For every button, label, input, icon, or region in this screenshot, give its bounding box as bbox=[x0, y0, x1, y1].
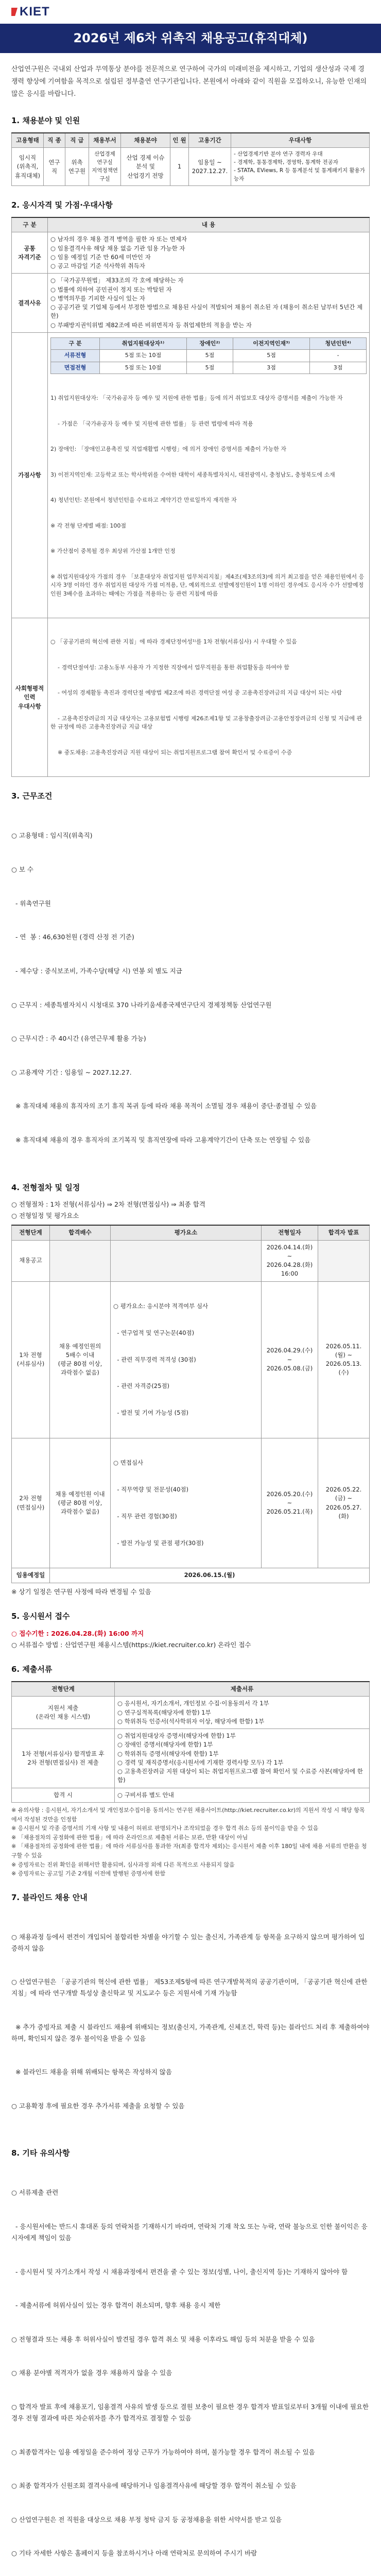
list-item: ※ 중도채용: 고용촉진장려금 지원 대상이 되는 취업지원프로그램 참여 확인서 및 수료증이 수증 bbox=[50, 749, 292, 756]
bonus-col-veterans: 취업지원대상자¹⁾ bbox=[100, 337, 187, 350]
section-5-heading: 5. 응시원서 접수 bbox=[11, 1612, 70, 1621]
doc-item: ○ 응시원서, 자기소개서, 개인정보 수집·이용동의서 각 1부 bbox=[117, 1700, 269, 1707]
condition-line: ○ 보 수 bbox=[11, 866, 34, 874]
doc-item: ○ 학위취득 증명서(해당자에 한함) 1부 bbox=[117, 1750, 219, 1757]
col-field: 채용분야 bbox=[121, 133, 170, 148]
doc-item: ○ 경력 및 재직증명서(응시원서에 기재한 경력사항 모두) 각 1부 bbox=[117, 1758, 284, 1766]
table-row bbox=[51, 350, 367, 362]
list-item: - 경력단절여성: 고용노동부 사용자 가 지정한 직장에서 업무직원을 통한 취업활동을 하여야 함 bbox=[50, 664, 289, 671]
blind-line: ※ 추가 증빙자료 제출 시 블라인드 채용에 위배되는 정보(출신지, 가족관계, 신체조건, 학력 등)는 블라인드 처리 후 제출하여야 하며, 확인되지 않은 경우 불이익을 받을 수 있음 bbox=[11, 2023, 372, 2042]
list-item: ○ 「국가공무원법」 제33조의 각 호에 해당하는 자 bbox=[50, 277, 184, 284]
multiple-cell: 채용 예정인원 이내 (평균 80점 이상, 과락점수 없음) bbox=[50, 1438, 111, 1568]
doc-note: ※ 「채용절차의 공정화에 관한 법률」에 따라 온라인으로 제출된 서류는 보관, 반환 대상이 아님 bbox=[11, 1834, 248, 1841]
table-row bbox=[12, 1697, 370, 1729]
process-line: ○ 전형일정 및 평가요소 bbox=[11, 1211, 79, 1219]
eval-cell bbox=[111, 1240, 262, 1281]
notice-line: ○ 최종합격자는 임용 예정일을 준수하여 정상 근무가 가능하여야 하며, 불가능할 경우 합격이 취소될 수 있음 bbox=[11, 2448, 315, 2456]
col-date: 전형일자 bbox=[262, 1225, 318, 1240]
field-cell: 산업 경제 이슈 분석 및 산업경기 전망 bbox=[121, 148, 170, 186]
bonus-col-local-talent: 이전지역인재³⁾ bbox=[233, 337, 310, 350]
date-cell: 2026.05.20.(수) ~ 2026.05.21.(목) bbox=[262, 1438, 318, 1568]
bonus-note: - 가점은 「국가유공자 등 예우 및 지원에 관한 법률」 등 관련 법령에 따라 적용 bbox=[50, 420, 253, 427]
social-equity-row bbox=[12, 618, 370, 777]
announce-cell bbox=[318, 1240, 370, 1281]
bonus-note: ※ 취업지원대상자 가점의 경우 「보훈대상자 취업지원 업무처리지침」제4조(제3조의3)에 의거 최고점을 얻은 채용인원에서 응시자 3명 이하인 경우 취업지원 대상자 가점 미적용, 단, 예외적으로 선발예정인원이 1명 이하인 경우에도 응시자 수가 선발예정인원 3배수를 초과하는 때에는 가점을 적용하는 등 관련 지침에 따름 bbox=[50, 573, 365, 597]
bonus-note: ※ 각 전형 단계별 배점: 100점 bbox=[50, 522, 127, 529]
eval-item: - 직무역량 및 전문성(40점) bbox=[113, 1486, 189, 1494]
recruitment-field-table bbox=[11, 132, 370, 187]
section-2-heading: 2. 응시자격 및 가점·우대사항 bbox=[11, 200, 113, 210]
bonus-label: 가점사항 bbox=[12, 332, 48, 618]
condition-line: - 제수당 : 중식보조비, 가족수당(해당 시) 연봉 외 별도 지급 bbox=[11, 967, 182, 975]
announce-cell: 2026.05.11.(월) ~ 2026.05.13.(수) bbox=[318, 1281, 370, 1438]
list-item: ○ 병역의무를 기피한 사실이 있는 자 bbox=[50, 294, 145, 302]
condition-line: ○ 근무시간 : 주 40시간 (유연근무제 활용 가능) bbox=[11, 1035, 146, 1043]
header-bar bbox=[11, 0, 370, 24]
doc-list-cell bbox=[115, 1788, 370, 1802]
doc-note: ※ 유의사항 : 응시원서, 자기소개서 및 개인정보수집이용 동의서는 연구원 채용사이트(http://kiet.recruiter.co.kr)의 지원서 작성 시 해당 항목에서 작성된 것만을 인정함 bbox=[11, 1806, 365, 1823]
doc-note: ※ 증빙자료는 공고일 기준 2개월 이전에 발행된 증명서에 한함 bbox=[11, 1870, 166, 1877]
notice-line: ○ 최종 합격자가 신원조회 결격사유에 해당하거나 임용결격사유에 해당할 경우 합격이 취소될 수 있음 bbox=[11, 2482, 297, 2490]
schedule-note: ※ 상기 일정은 연구원 사정에 따라 변경될 수 있음 bbox=[11, 1587, 151, 1596]
department-cell: 산업경제 연구실 지역정책연구실 bbox=[89, 148, 121, 186]
section-7-heading: 7. 블라인드 채용 안내 bbox=[11, 1892, 88, 1902]
date-cell: 2026.04.14.(화) ~ 2026.04.28.(화) 16:00 bbox=[262, 1240, 318, 1281]
common-qualification-label: 공통 자격기준 bbox=[12, 232, 48, 274]
table-row bbox=[12, 1568, 370, 1583]
blind-line: ○ 채용과정 등에서 편견이 개입되어 불합리한 차별을 야기할 수 있는 출신지, 가족관계 등 항목을 요구하지 않으며 평가하여 입증하지 않음 bbox=[11, 1933, 365, 1952]
bonus-col-disabled: 장애인²⁾ bbox=[186, 337, 233, 350]
table-row bbox=[12, 1788, 370, 1802]
condition-line: ○ 근무지 : 세종특별자치시 시청대로 370 나라키움세종국제연구단지 경제정책동 산업연구원 bbox=[11, 1001, 272, 1009]
employment-type-cell: 임시직 (위촉직, 휴직대체) bbox=[12, 148, 44, 186]
eval-item: - 발전 및 기여 가능성 (5점) bbox=[113, 1409, 189, 1417]
stage-cell: 1차 전형 (서류심사) bbox=[12, 1281, 50, 1438]
bonus-cell: 5점 bbox=[186, 362, 233, 374]
list-item: ○ 임용결격사유 해당 채용 없음 기관 임용 가능한 자 bbox=[50, 244, 185, 252]
section-8-heading: 8. 기타 유의사항 bbox=[11, 2148, 70, 2158]
notice-line: - 응시원서에는 반드시 휴대폰 등의 연락처를 기재하시기 바라며, 연락처 기재 착오 또는 누락, 연락 불능으로 인한 불이익은 응시자에게 책임이 있음 bbox=[11, 2223, 368, 2242]
col-eval: 평가요소 bbox=[111, 1225, 262, 1240]
condition-line: ※ 휴직대체 채용의 휴직자의 조기 휴직 복귀 등에 따라 채용 목적이 소멸될 경우 채용이 중단·종결될 수 있음 bbox=[11, 1102, 317, 1110]
doc-note: ※ 응시원서 및 각종 증명서의 기재 사항 및 내용이 허위로 판명되거나 조작되었을 경우 합격 취소 등의 불이익을 받을 수 있음 bbox=[11, 1825, 319, 1832]
doc-list-cell bbox=[115, 1729, 370, 1788]
stage-cell: 임용예정일 bbox=[12, 1568, 50, 1583]
bonus-cell: - bbox=[310, 350, 367, 362]
notice-line: ○ 합격자 발표 후에 채용포기, 임용결격 사유의 발생 등으로 결원 보충이 필요한 경우 합격자 발표일로부터 3개월 이내에 필요한 경우 전형 결과에 따른 차순위자를 추가 합격자로 결정할 수 있음 bbox=[11, 2403, 371, 2422]
deadline-label: ○ 접수기한 : bbox=[11, 1629, 51, 1637]
bonus-cell: 5점 또는 10점 bbox=[100, 350, 187, 362]
eval-cell bbox=[111, 1281, 262, 1438]
bonus-cell: 5점 bbox=[186, 350, 233, 362]
notice-line: ○ 채용 분야별 적격자가 없을 경우 채용하지 않을 수 있음 bbox=[11, 2369, 172, 2377]
bonus-col-youth-intern: 청년인턴⁴⁾ bbox=[310, 337, 367, 350]
col-stage: 전형단계 bbox=[12, 1225, 50, 1240]
process-line: ○ 전형절차 : 1차 전형(서류심사) ⇒ 2차 전형(면접심사) ⇒ 최종 합격 bbox=[11, 1200, 205, 1208]
bonus-row bbox=[12, 332, 370, 618]
eval-item: - 발전 가능성 및 관점 평가(30점) bbox=[113, 1539, 204, 1547]
stage-cell: 채용공고 bbox=[12, 1240, 50, 1281]
multiple-cell: 채용 예정인원의 5배수 이내 (평균 80점 이상, 과락점수 없음) bbox=[50, 1281, 111, 1438]
notice-line: ○ 기타 자세한 사항은 홈페이지 등을 참조하시거나 아래 연락처로 문의하여 주시기 바람 bbox=[11, 2549, 257, 2557]
col-category: 구 분 bbox=[12, 217, 48, 232]
section-3-heading: 3. 근무조건 bbox=[11, 791, 53, 801]
doc-item: ○ 학위취득 인증서(석사학위자 이상, 해당자에 한함) 1부 bbox=[117, 1717, 265, 1725]
list-item: ○ 「공공기관의 혁신에 관한 지침」에 따라 경제단정여성¹⁾를 1차 전형(서류심사) 시 우대할 수 있음 bbox=[50, 638, 297, 646]
blind-line: ○ 고용확정 후에 필요한 경우 추가서류 제출을 요청할 수 있음 bbox=[11, 2102, 185, 2110]
submission-method: ○ 서류접수 방법 : 산업연구원 채용시스템(https://kiet.recruiter.co.kr) 온라인 접수 bbox=[11, 1640, 251, 1649]
blind-line: ※ 블라인드 채용을 위해 위배되는 항목은 작성하지 않음 bbox=[11, 2068, 172, 2076]
bonus-cell: 5점 bbox=[233, 350, 310, 362]
bonus-col-category: 구 분 bbox=[51, 337, 100, 350]
condition-line: - 연 봉 : 46,630천원 (경력 산정 전 기준) bbox=[11, 933, 134, 941]
notice-line: ○ 서류제출 관련 bbox=[11, 2189, 59, 2197]
blind-line: ○ 산업연구원은 「공공기관의 혁신에 관한 법률」 제53조제5항에 따른 연구개발목적의 공공기관이며, 「공공기관 혁신에 관한 지침」에 따라 연구개발 특성상 출신학교 및 지도교수 등은 지원서에 기재 가능함 bbox=[11, 1978, 370, 1997]
list-item: - 고용촉진장려금의 지급 대상자는 고용보험법 시행령 제26조제1항 및 고용창출장려금·고용안정장려금의 신청 및 지급에 관한 규정에 따른 고용촉진장려금 지급 대상 bbox=[50, 715, 362, 731]
doc-item: ○ 고용촉진장려금 지원 대상이 되는 취업지원프로그램 참여 확인서 및 수료증 사본(해당자에 한함) bbox=[117, 1768, 363, 1784]
deadline-value: 2026.04.28.(화) 16:00 까지 bbox=[51, 1629, 144, 1637]
condition-line: ○ 고용계약 기간 : 임용일 ~ 2027.12.27. bbox=[11, 1068, 132, 1076]
table-row bbox=[51, 362, 367, 374]
doc-stage-cell: 지원서 제출 (온라인 채용 시스템) bbox=[12, 1697, 115, 1729]
section-1-heading: 1. 채용분야 및 인원 bbox=[11, 116, 80, 126]
condition-line: ○ 고용형태 : 임시직(위촉직) bbox=[11, 832, 93, 840]
social-equity-content bbox=[48, 618, 370, 777]
intro-paragraph: 산업연구원은 국내외 산업과 무역통상 분야를 전문적으로 연구하여 국가의 미래비전을 제시하고, 기업의 생산성과 국제 경쟁력 향상에 기여함을 목적으로 설립된 정부출연 연구기관입니다. 본원에서 아래와 같이 직원을 모집하오니, 유능한 인재의 많은 응시를 바랍니다. bbox=[11, 65, 367, 98]
notice-line: ○ 산업연구원은 전 직원을 대상으로 채용 부정 청탁 금지 등 공정채용을 위한 서약서를 받고 있음 bbox=[11, 2515, 282, 2523]
date-cell: 2026.04.29.(수) ~ 2026.05.08.(금) bbox=[262, 1281, 318, 1438]
disqualification-label: 결격사유 bbox=[12, 274, 48, 333]
table-row bbox=[12, 1729, 370, 1788]
eval-item: ○ 면접심사 bbox=[113, 1459, 144, 1467]
logo-mark-icon bbox=[11, 8, 18, 16]
bonus-note: 2) 장애인: 「장애인고용촉진 및 직업재활법 시행령」에 의거 장애인 증명서를 제출이 가능한 자 bbox=[50, 446, 286, 453]
documents-table bbox=[11, 1681, 370, 1803]
eval-item: - 연구업적 및 연구논문(40점) bbox=[113, 1329, 195, 1336]
col-employment-type: 고용형태 bbox=[12, 133, 44, 148]
preference-item: - 산업경제기반 분야 연구 경력자 우대 bbox=[234, 151, 323, 158]
multiple-cell bbox=[50, 1240, 111, 1281]
table-row bbox=[12, 1281, 370, 1438]
table-row bbox=[12, 1240, 370, 1281]
logo-text: KIET bbox=[20, 5, 50, 19]
page-title: 2026년 제6차 위촉직 채용공고(휴직대체) bbox=[0, 24, 381, 53]
bonus-note: ※ 가산점이 중복될 경우 최상위 가산점 1개만 인정 bbox=[50, 548, 176, 555]
common-qualification-row bbox=[12, 232, 370, 274]
stage-cell: 2차 전형 (면접심사) bbox=[12, 1438, 50, 1568]
disqualification-row bbox=[12, 274, 370, 333]
schedule-table bbox=[11, 1225, 370, 1583]
doc-item: ○ 장애인 증명서(해당자에 한함) 1부 bbox=[117, 1741, 213, 1749]
col-multiple: 합격배수 bbox=[50, 1225, 111, 1240]
col-count: 인 원 bbox=[170, 133, 189, 148]
eval-item: - 관련 자격증(25점) bbox=[113, 1382, 170, 1390]
eval-item: - 직무 관련 경험(30점) bbox=[113, 1512, 177, 1520]
col-department: 채용부서 bbox=[89, 133, 121, 148]
disqualification-content bbox=[48, 274, 370, 333]
bonus-row-label: 면접전형 bbox=[51, 362, 100, 374]
period-cell: 임용일 ~ 2027.12.27. bbox=[189, 148, 231, 186]
doc-note: ※ 증빙자료는 진위 확인을 위해서만 활용되며, 심사과정 외에 다른 목적으로 사용되지 않음 bbox=[11, 1861, 235, 1868]
bonus-note: 4) 청년인턴: 본원에서 청년인턴을 수료하고 계약기간 만료일까지 재직한 자 bbox=[50, 497, 237, 504]
col-job-type: 직 종 bbox=[44, 133, 65, 148]
social-equity-label: 사회형평적 인력 우대사항 bbox=[12, 618, 48, 777]
doc-stage-cell: 합격 시 bbox=[12, 1788, 115, 1802]
announce-cell: 2026.05.22.(금) ~ 2026.05.27.(화) bbox=[318, 1438, 370, 1568]
list-item: - 여성의 경제활동 촉진과 경력단절 예방법 제2조에 따른 경력단절 여성 중 고용촉진장려금의 지급 대상이 되는 사람 bbox=[50, 689, 342, 697]
bonus-content bbox=[48, 332, 370, 618]
doc-stage-cell: 1차 전형(서류심사) 합격발표 후 2차 전형(면접심사) 전 제출 bbox=[12, 1729, 115, 1788]
kiet-logo bbox=[11, 2, 50, 21]
doc-item: ○ 구비서류 별도 안내 bbox=[117, 1791, 174, 1799]
doc-list-cell bbox=[115, 1697, 370, 1729]
eval-item: ○ 평가요소: 응시분야 적격여부 심사 bbox=[113, 1302, 209, 1310]
list-item: ○ 공고 마감일 기준 석사학위 취득자 bbox=[50, 262, 145, 270]
bonus-cell: 5점 또는 10점 bbox=[100, 362, 187, 374]
bonus-cell: 3점 bbox=[233, 362, 310, 374]
col-announce: 합격자 발표 bbox=[318, 1225, 370, 1240]
eval-cell bbox=[111, 1438, 262, 1568]
list-item: ○ 남자의 경우 채용 결격 병역을 필한 자 또는 면제자 bbox=[50, 235, 187, 243]
col-doc-list: 제출서류 bbox=[115, 1682, 370, 1697]
list-item: ○ 법률에 의하여 공민권이 정지 또는 박탈된 자 bbox=[50, 285, 172, 293]
col-preference: 우대사항 bbox=[231, 133, 370, 148]
preference-item: - 경제학, 통통경제학, 경영학, 통계학 전공자 bbox=[234, 159, 338, 166]
bonus-note: 1) 취업지원대상자: 「국가유공자 등 예우 및 지원에 관한 법률」등에 의거 취업보호 대상자 증명서를 제출이 가능한 자 bbox=[50, 395, 343, 402]
notice-line: - 제출서류에 허위사실이 있는 경우 합격이 취소되며, 향후 채용 응시 제한 bbox=[11, 2301, 221, 2310]
bonus-row-label: 서류전형 bbox=[51, 350, 100, 362]
doc-item: ○ 취업지원대상자 증명서(해당자에 한함) 1부 bbox=[117, 1732, 236, 1740]
list-item: ○ 공공기관 및 기업체 등에서 부정한 방법으로 채용된 사실이 적발되어 채용이 취소된 자 (채용이 취소된 날부터 5년간 제한) bbox=[50, 303, 363, 320]
grade-cell: 위촉 연구원 bbox=[65, 148, 89, 186]
count-cell: 1 bbox=[170, 148, 189, 186]
col-doc-stage: 전형단계 bbox=[12, 1682, 115, 1697]
col-content: 내 용 bbox=[48, 217, 370, 232]
bonus-cell: 3점 bbox=[310, 362, 367, 374]
doc-item: ○ 연구실적목록(해당자에 한함) 1부 bbox=[117, 1708, 211, 1716]
condition-line: ※ 휴직대체 채용의 경우 휴직자의 조기복직 및 휴직연장에 따라 고용계약기간이 단축 또는 연장될 수 있음 bbox=[11, 1136, 311, 1144]
list-item: ○ 임용 예정일 기준 만 60세 미만인 자 bbox=[50, 253, 151, 261]
bonus-points-table bbox=[50, 337, 367, 375]
bonus-note: 3) 이전지역인재: 고등학교 또는 학사학위를 수여한 대학이 세종특별자치시, 대전광역시, 충청남도, 충청북도에 소재 bbox=[50, 471, 335, 478]
col-period: 고용기간 bbox=[189, 133, 231, 148]
condition-line: - 위촉연구원 bbox=[11, 899, 51, 907]
list-item: ○ 부패방지권익위법 제82조에 따른 비위면직자 등 취업제한의 적용을 받는 자 bbox=[50, 321, 252, 329]
table-row bbox=[12, 1438, 370, 1568]
section-4-heading: 4. 전형절차 및 일정 bbox=[11, 1182, 80, 1192]
working-conditions bbox=[11, 808, 370, 1168]
preference-cell bbox=[231, 148, 370, 186]
notice-line: - 응시원서 및 자기소개서 작성 시 채용과정에서 편견을 줄 수 있는 정보(성별, 나이, 출신지역 등)는 기재하지 않아야 함 bbox=[11, 2267, 348, 2276]
appointment-date-cell: 2026.06.15.(월) bbox=[50, 1568, 370, 1583]
table-row bbox=[12, 148, 370, 186]
common-qualification-content bbox=[48, 232, 370, 274]
section-6-heading: 6. 제출서류 bbox=[11, 1665, 53, 1674]
qualification-table bbox=[11, 217, 370, 777]
eval-item: - 관련 직무경력 적격성 (30점) bbox=[113, 1355, 196, 1363]
col-grade: 직 급 bbox=[65, 133, 89, 148]
job-type-cell: 연구직 bbox=[44, 148, 65, 186]
preference-item: - STATA, EViews, R 등 통계분석 및 통계패키지 활용가능자 bbox=[234, 167, 365, 182]
doc-note: ※ 「채용절차의 공정화에 관한 법률」에 따라 서류심사를 통과한 자(최종 합격자 제외)는 응시원서 제출 이후 180일 내에 채용 서류의 반환을 청구할 수 있음 bbox=[11, 1843, 367, 1859]
notice-line: ○ 전형결과 또는 채용 후 허위사실이 발견될 경우 합격 취소 및 채용 이후라도 해임 등의 처분을 받을 수 있음 bbox=[11, 2335, 315, 2343]
